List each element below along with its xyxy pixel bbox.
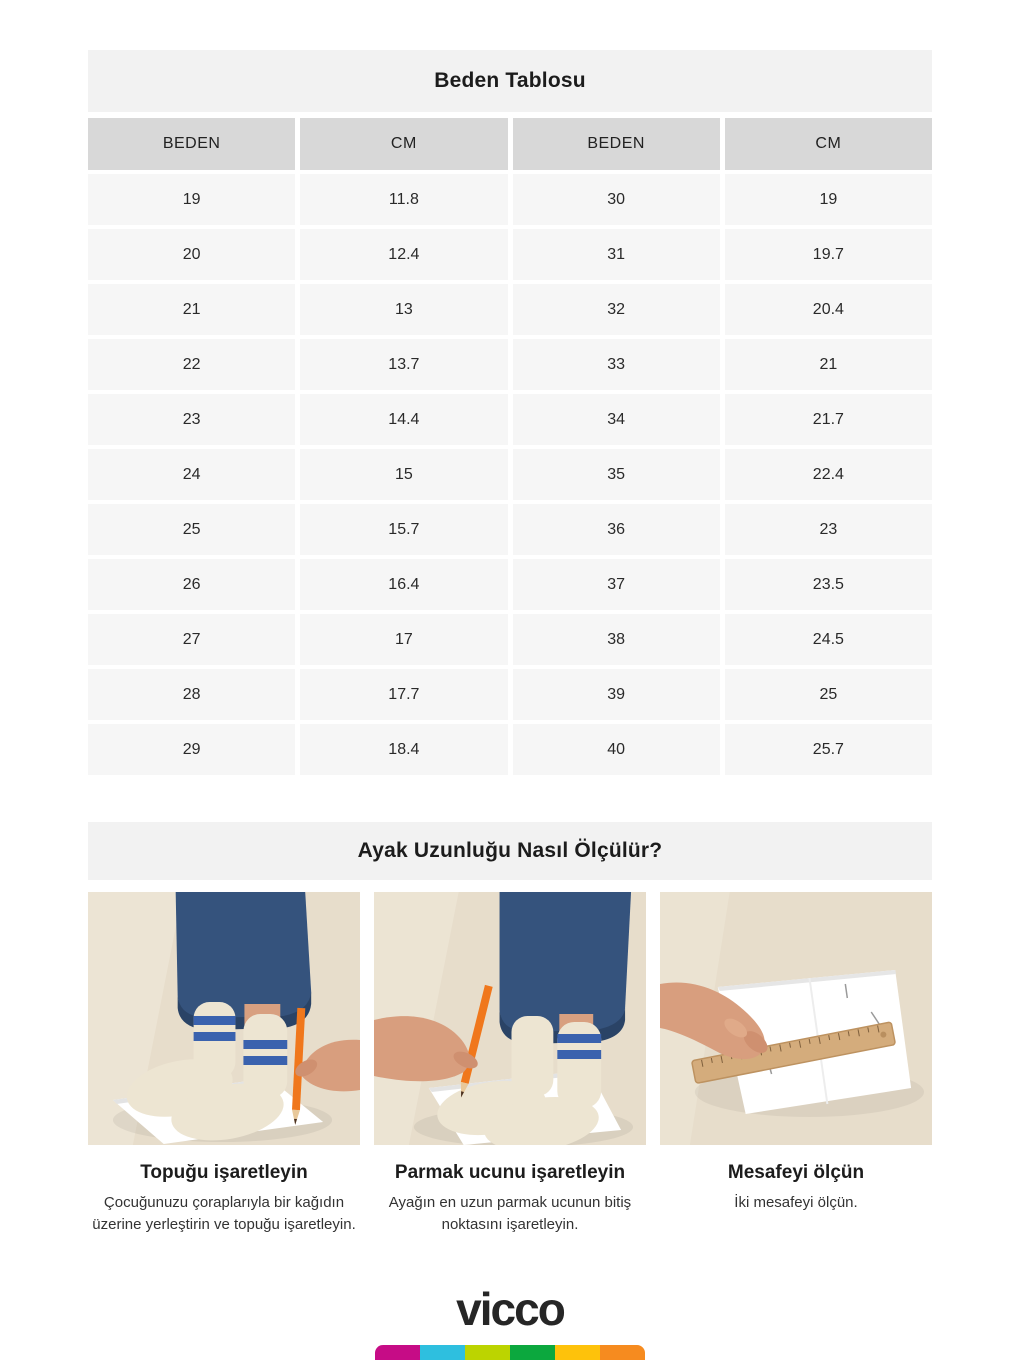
brand-stripe (375, 1345, 645, 1360)
table-cell: 19 (725, 174, 932, 225)
table-cell: 23 (88, 394, 295, 445)
table-cell: 25 (88, 504, 295, 555)
table-cell: 15 (300, 449, 507, 500)
table-cell: 40 (513, 724, 720, 775)
size-table-title: Beden Tablosu (434, 69, 586, 92)
table-cell: 39 (513, 669, 720, 720)
measure-section-title-bar (88, 822, 932, 880)
table-cell: 21 (88, 284, 295, 335)
table-cell: 29 (88, 724, 295, 775)
measure-section-title: Ayak Uzunluğu Nasıl Ölçülür? (357, 839, 663, 862)
step-measure-distance (660, 892, 932, 1236)
table-cell: 21.7 (725, 394, 932, 445)
table-cell: 11.8 (300, 174, 507, 225)
vicco-logo: vicco (456, 1282, 564, 1335)
step-desc-mark-heel: Çocuğunuzu çoraplarıyla bir kağıdın üzerine yerleştirin ve topuğu işaretleyin. (92, 1194, 356, 1233)
table-cell: 18.4 (300, 724, 507, 775)
table-cell: 28 (88, 669, 295, 720)
table-cell: 25.7 (725, 724, 932, 775)
step-mark-heel (88, 892, 360, 1236)
step-title-mark-heel: Topuğu işaretleyin (140, 1162, 308, 1183)
brand-footer (88, 1282, 932, 1360)
table-cell: 25 (725, 669, 932, 720)
table-cell: 12.4 (300, 229, 507, 280)
table-cell: 19.7 (725, 229, 932, 280)
table-cell: 32 (513, 284, 720, 335)
photo-measure-distance (660, 892, 932, 1145)
table-cell: 13.7 (300, 339, 507, 390)
photo-mark-heel (88, 892, 360, 1145)
table-cell: 23 (725, 504, 932, 555)
table-cell: 22 (88, 339, 295, 390)
stripe-segment (465, 1345, 510, 1360)
table-cell: 15.7 (300, 504, 507, 555)
table-cell: 26 (88, 559, 295, 610)
column-header-beden-right: BEDEN (513, 118, 720, 170)
column-header-cm-right: CM (725, 118, 932, 170)
table-cell: 30 (513, 174, 720, 225)
table-cell: 17 (300, 614, 507, 665)
table-cell: 20.4 (725, 284, 932, 335)
size-table-title-bar (88, 50, 932, 112)
table-cell: 38 (513, 614, 720, 665)
table-cell: 33 (513, 339, 720, 390)
table-cell: 13 (300, 284, 507, 335)
table-cell: 20 (88, 229, 295, 280)
table-cell: 16.4 (300, 559, 507, 610)
measure-steps (88, 892, 932, 1236)
step-title-measure-distance: Mesafeyi ölçün (727, 1162, 865, 1183)
stripe-segment (420, 1345, 465, 1360)
stripe-segment (510, 1345, 555, 1360)
photo-mark-toe (374, 892, 646, 1145)
table-cell: 21 (725, 339, 932, 390)
size-table (88, 118, 932, 775)
stripe-segment (555, 1345, 600, 1360)
step-mark-toe (374, 892, 646, 1236)
table-cell: 37 (513, 559, 720, 610)
table-cell: 14.4 (300, 394, 507, 445)
table-cell: 36 (513, 504, 720, 555)
table-cell: 24.5 (725, 614, 932, 665)
stripe-segment (600, 1345, 645, 1360)
step-title-mark-toe: Parmak ucunu işaretleyin (394, 1162, 626, 1183)
table-cell: 17.7 (300, 669, 507, 720)
table-cell: 22.4 (725, 449, 932, 500)
column-header-beden-left: BEDEN (88, 118, 295, 170)
table-cell: 35 (513, 449, 720, 500)
step-desc-measure-distance: İki mesafeyi ölçün. (734, 1194, 858, 1211)
table-cell: 23.5 (725, 559, 932, 610)
table-cell: 19 (88, 174, 295, 225)
table-cell: 34 (513, 394, 720, 445)
table-cell: 31 (513, 229, 720, 280)
step-desc-mark-toe: Ayağın en uzun parmak ucunun bitiş noktasını işaretleyin. (388, 1194, 632, 1233)
stripe-segment (375, 1345, 420, 1360)
table-cell: 24 (88, 449, 295, 500)
column-header-cm-left: CM (300, 118, 507, 170)
table-cell: 27 (88, 614, 295, 665)
